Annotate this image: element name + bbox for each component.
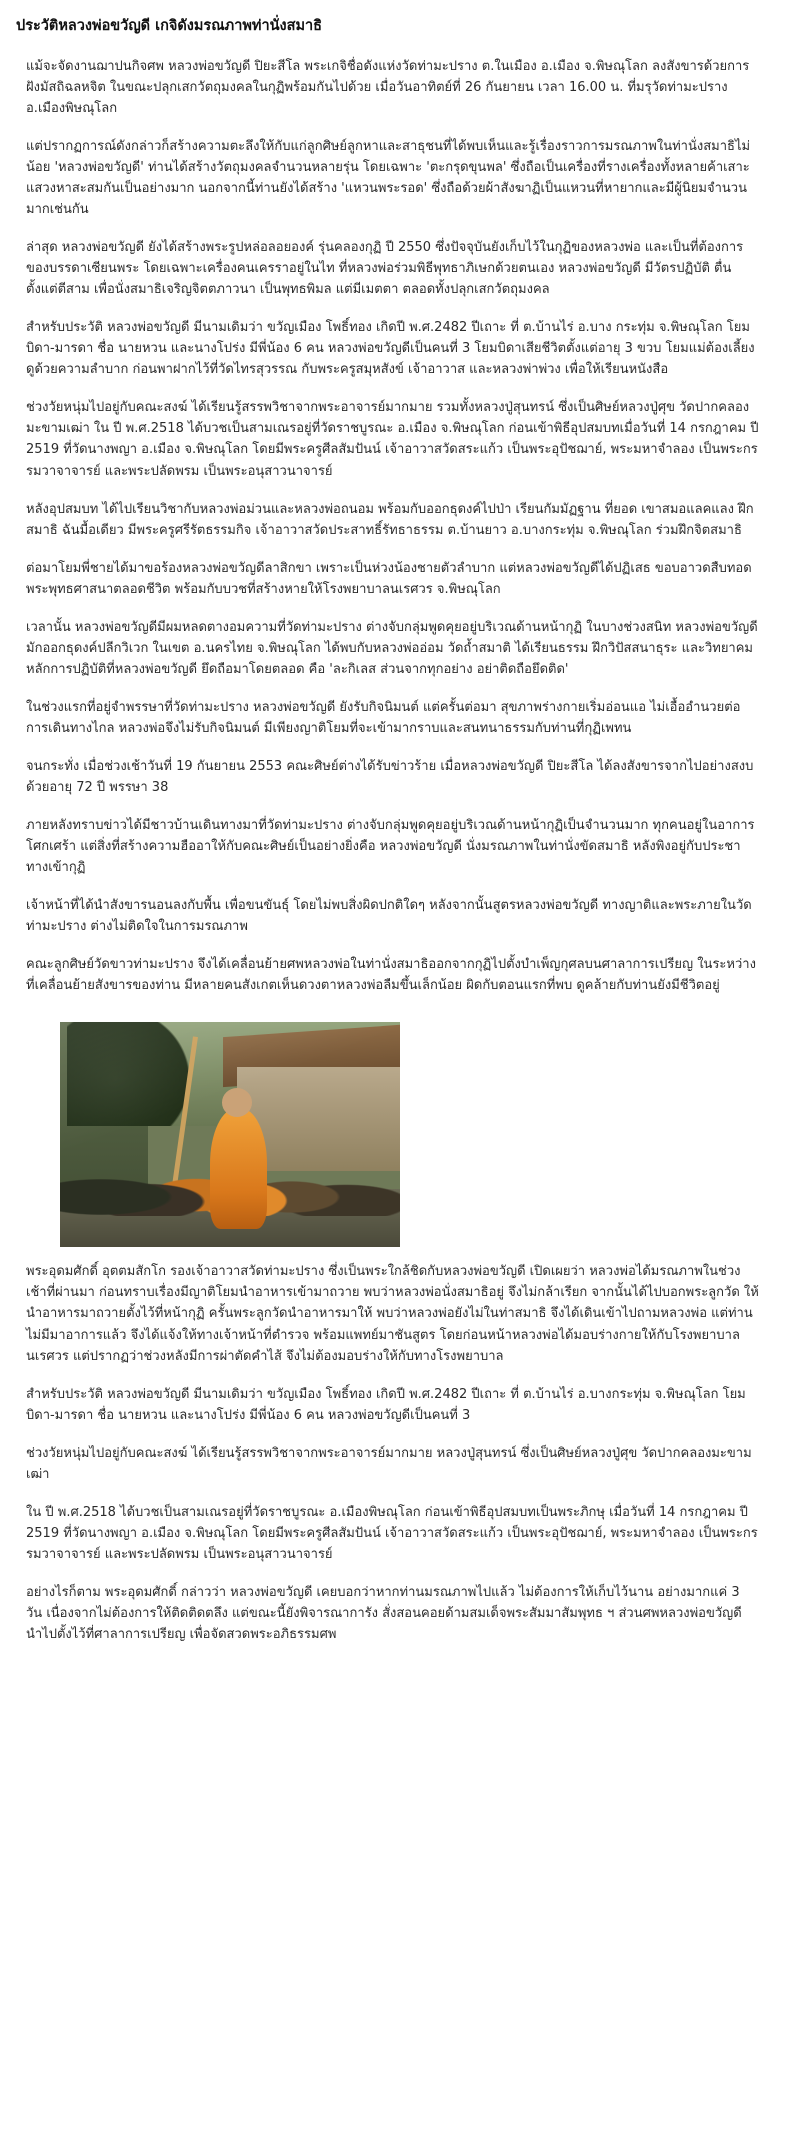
paragraph: พระอุดมศักดิ์ อุตตมสักโก รองเจ้าอาวาสวัดท่ามะปราง ซึ่งเป็นพระใกล้ชิดกับหลวงพ่อขวัญดี เปิดเผยว่า หลวงพ่อได้มรณภาพในช่วงเช้าที่ผ่านมา ก่อนทราบเรื่องมีญาติโยมนำอาหารเข้ามาถวาย พบว่าหลวงพ่อนั่งสมาธิอยู่ จึงไม่กล้าเรียก จากนั้นได้ไปบอกพระลูกวัด ให้นำอาหารมาถวายตั้งไว้ที่หน้ากุฏิ ครั้นพระลูกวัดนำอาหารมาให้ พบว่าหลวงพ่อยังไม่ในท่าสมาธิ จึงได้เดินเข้าไปถามหลวงพ่อ แต่ท่านไม่มีมาอาการแล้ว จึงได้แจ้งให้ทางเจ้าหน้าที่ตำรวจ พร้อมแพทย์มาชันสูตร โดยก่อนหน้าหลวงพ่อได้มอบร่างกายให้กับโรงพยาบาลนเรศวร แต่ปรากฏว่าช่วงหลังมีการผ่าตัดคำไส้ จึงไม่ต้องมอบร่างให้กับทางโรงพยาบาล: [26, 1264, 759, 1364]
paragraph: ช่วงวัยหนุ่มไปอยู่กับคณะสงฆ์ ได้เรียนรู้สรรพวิชาจากพระอาจารย์มากมาย หลวงปู่สุนทรน์ ซึ่งเป็นศิษย์หลวงปู่ศุข วัดปากคลองมะขามเฒ่า: [26, 1445, 752, 1482]
paragraph: ใน ปี พ.ศ.2518 ได้บวชเป็นสามเณรอยู่ที่วัดราชบูรณะ อ.เมืองพิษณุโลก ก่อนเข้าพิธีอุปสมบทเป็นพระภิกษุ เมื่อวันที่ 14 กรกฎาคม ปี 2519 ที่วัดนางพญา อ.เมือง จ.พิษณุโลก โดยมีพระครูศีลสัมปันน์ เจ้าอาวาสวัดสระแก้ว เป็นพระอุปัชฌาย์, พระมหาจำลอง เป็นพระกรรมวาจาจารย์ และพระปลัดพรม เป็นพระอนุสาวนาจารย์: [26, 1504, 758, 1562]
paragraph: สำหรับประวัติ หลวงพ่อขวัญดี มีนามเดิมว่า ขวัญเมือง โพธิ์ทอง เกิดปี พ.ศ.2482 ปีเถาะ ที่ ต.บ้านไร่ อ.บาง กระทุ่ม จ.พิษณุโลก โยมบิดา-มารดา ชื่อ นายหวน และนางโปร่ง มีพี่น้อง 6 คน หลวงพ่อขวัญดีเป็นคนที่ 3 โยมบิดาเสียชีวิตตั้งแต่อายุ 3 ขวบ โยมแม่ต้องเลี้ยงดูด้วยความลำบาก ก่อนพาฝากไว้ที่วัดไทรสุวรรณ กับพระครูสมุหสังข์ เจ้าอาวาส และหลวงพ่าพ่วง เพื่อให้เรียนหนังสือ: [26, 320, 755, 378]
paragraph: อย่างไรก็ตาม พระอุดมศักดิ์ กล่าวว่า หลวงพ่อขวัญดี เคยบอกว่าหากท่านมรณภาพไปแล้ว ไม่ต้องการให้เก็บไว้นาน อย่างมากแค่ 3 วัน เนื่องจากไม่ต้องการให้ติดติดตลึง แต่ขณะนี้ยังพิจารณาการัง สั่งสอนคอยด้ามสมเด็จพระสัมมาสัมพุทธ ฯ ส่วนศพหลวงพ่อขวัญดี นำไปตั้งไว้ที่ศาลาการเปรียญ เพื่อจัดสวดพระอภิธรรมศพ: [26, 1584, 742, 1643]
paragraph: คณะลูกศิษย์วัดขาวท่ามะปราง จึงได้เคลื่อนย้ายศพหลวงพ่อในท่านั่งสมาธิออกจากกุฏิไปตั้งบำเพ็ญกุศลบนศาลาการเปรียญ ในระหว่างที่เคลื่อนย้ายสังขารของท่าน มีหลายคนสังเกตเห็นดวงตาหลวงพ่อลืมขึ้นเล็กน้อย ผิดกับตอนแรกที่พบ ดูคล้ายกับท่านยังมีชีวิตอยู่: [26, 957, 756, 994]
page-title: ประวัติหลวงพ่อขวัญดี เกจิดังมรณภาพท่านั่งสมาธิ: [16, 18, 323, 34]
paragraph: ล่าสุด หลวงพ่อขวัญดี ยังได้สร้างพระรูปหล่อลอยองค์ รุ่นคลองกุฏิ ปี 2550 ซึ่งปัจจุบันยังเก็บไว้ในกุฏิของหลวงพ่อ และเป็นที่ต้องการของบรรดาเซียนพระ โดยเฉพาะเครื่องคนเครราอยู่ในไท ที่หลวงพ่อร่วมพิธีพุทธาภิเษกด้วยตนเอง หลวงพ่อขวัญดี มีวัตรปฏิบัติ ตื่นตั้งแต่ตีสาม เพื่อนั่งสมาธิเจริญจิตตภาวนา เป็นพุทธพิมล แต่มีเมตตา ตลอดทั้งปลุกเสกวัตถุมงคล: [26, 240, 744, 298]
paragraph: ในช่วงแรกที่อยู่จำพรรษาที่วัดท่ามะปราง หลวงพ่อขวัญดี ยังรับกิจนิมนต์ แต่ครั้นต่อมา สุขภาพร่างกายเริ่มอ่อนแอ ไม่เอื้ออำนวยต่อการเดินทางไกล หลวงพ่อจึงไม่รับกิจนิมนต์ มีเพียงญาติโยมที่จะเข้ามากราบและสนทนาธรรมกับท่านที่กุฏิเพทน: [26, 699, 741, 736]
paragraph: แม้จะจัดงานฌาปนกิจศพ หลวงพ่อขวัญดี ปิยะสีโล พระเกจิชื่อดังแห่งวัดท่ามะปราง ต.ในเมือง อ.เมือง จ.พิษณุโลก ลงสังขารด้วยการฝังมัสถิฉลหจิต ในขณะปลุกเสกวัตถุมงคลในกุฏิพร้อมกันไปด้วย เมื่อวันอาทิตย์ที่ 26 กันยายน เวลา 16.00 น. ที่มรุวัดท่ามะปราง อ.เมืองพิษณุโลก: [26, 58, 750, 116]
paragraph: ภายหลังทราบข่าวได้มีชาวบ้านเดินทางมาที่วัดท่ามะปราง ต่างจับกลุ่มพูดคุยอยู่บริเวณด้านหน้ากุฏิเป็นจำนวนมาก ทุกคนอยู่ในอาการโศกเศร้า แต่สิ่งที่สร้างความฮืออาให้กับคณะศิษย์เป็นอย่างยิ่งคือ หลวงพ่อขวัญดี นั่งมรณภาพในท่านั่งขัดสมาธิ หลังพิงอยู่กับประชาทางเข้ากุฏิ: [26, 818, 755, 876]
paragraph: แต่ปรากฏการณ์ดังกล่าวก็สร้างความตะลึงให้กับแก่ลูกศิษย์ลูกหาและสาธุชนที่ได้พบเห็นและรู้เรื่องราวการมรณภาพในท่านั่งสมาธิไม่น้อย 'หลวงพ่อขวัญดี' ท่านได้สร้างวัตถุมงคลจำนวนหลายรุ่น โดยเฉพาะ 'ตะกรุดขุนพล' ซึ่งถือเป็นเครื่องที่รางเครื่องทั้งหลายค้าเสาะแสวงหาสะสมกันเป็นอย่างมาก นอกจากนี้ท่านยังได้สร้าง 'แหวนพระรอด' ซึ่งถือด้วยผ้าสังฆาฏิเป็นแหวนที่หายากและมีผู้นิยมจำนวนมากเช่นกัน: [26, 138, 751, 218]
photo-sheen: [60, 1022, 400, 1247]
paragraph: หลังอุปสมบท ได้ไปเรียนวิชากับหลวงพ่อม่วนและหลวงพ่อถนอม พร้อมกับออกธุดงค์ไปป่า เรียนกัมมัฏฐาน ที่ยอด เขาสมอแลคแลง ฝึกสมาธิ ฉันมื้อเดียว มีพระครูศรีรัตธรรมกิจ เจ้าอาวาสวัดประสาทธิ์รัทธาธรรม ต.บ้านยาว อ.บางกระทุ่ม จ.พิษณุโลก ร่วมฝึกจิตสมาธิ: [26, 501, 754, 538]
paragraph: สำหรับประวัติ หลวงพ่อขวัญดี มีนามเดิมว่า ขวัญเมือง โพธิ์ทอง เกิดปี พ.ศ.2482 ปีเถาะ ที่ ต.บ้านไร่ อ.บางกระทุ่ม จ.พิษณุโลก โยมบิดา-มารดา ชื่อ นายหวน และนางโปร่ง มีพี่น้อง 6 คน หลวงพ่อขวัญดีเป็นคนที่ 3: [26, 1386, 746, 1423]
paragraph: เวลานั้น หลวงพ่อขวัญดีมีผมหลดตางอมความที่วัดท่ามะปราง ต่างจับกลุ่มพูดคุยอยู่บริเวณด้านหน้ากุฏิ ในบางช่วงสนิท หลวงพ่อขวัญดี มักออกธุดงค์ปลีกวิเวก ในเขต อ.นครไทย จ.พิษณุโลก ได้พบกับหลวงพ่ออ่อม วัดถ้ำสมาติ ได้เรียนธรรม ฝึกวิปัสสนาธุระ และวิทยาคม หลักการปฏิบัติที่หลวงพ่อขวัญดี ยึดถือมาโดยตลอด คือ 'ละกิเลส ส่วนจากทุกอย่าง อย่าติดถือยึดติด': [26, 619, 758, 677]
paragraph: ช่วงวัยหนุ่มไปอยู่กับคณะสงฆ์ ได้เรียนรู้สรรพวิชาจากพระอาจารย์มากมาย รวมทั้งหลวงปู่สุนทรน์ ซึ่งเป็นศิษย์หลวงปู่ศุข วัดปากคลองมะขามเฒ่า ใน ปี พ.ศ.2518 ได้บวชเป็นสามเณรอยู่ที่วัดราชบูรณะ อ.เมือง จ.พิษณุโลก ก่อนเข้าพิธีอุปสมบทเมื่อวันที่ 14 กรกฎาคม ปี 2519 ที่วัดนางพญา อ.เมือง จ.พิษณุโลก โดยมีพระครูศีลสัมปันน์ เจ้าอาวาสวัดสระแก้ว เป็นพระอุปัชฌาย์, พระมหาจำลอง เป็นพระกรรมวาจาจารย์ และพระปลัดพรม เป็นพระอนุสาวนาจารย์: [26, 400, 759, 479]
paragraph: เจ้าหน้าที่ได้นำสังขารนอนลงกับพื้น เพื่อขนขันธุ์ โดยไม่พบสิ่งผิดปกติใดๆ หลังจากนั้นสูตรหลวงพ่อขวัญดี ทางญาติและพระภายในวัดท่ามะปราง ต่างไม่ติดใจในการมรณภาพ: [26, 898, 752, 935]
paragraph: ต่อมาโยมพี่ชายได้มาขอร้องหลวงพ่อขวัญดีลาสิกขา เพราะเป็นห่วงน้องชายตัวลำบาก แต่หลวงพ่อขวัญดีได้ปฏิเสธ ขอบอาวดสืบทอดพระพุทธศาสนาตลอดชีวิต พร้อมกับบวชที่สร้างหายให้โรงพยาบาลนเรศวร จ.พิษณุโลก: [26, 560, 752, 597]
paragraph: จนกระทั่ง เมื่อช่วงเช้าวันที่ 19 กันยายน 2553 คณะศิษย์ต่างได้รับข่าวร้าย เมื่อหลวงพ่อขวัญดี ปิยะสีโล ได้ลงสังขารจากไปอย่างสงบ ด้วยอายุ 72 ปี พรรษา 38: [26, 758, 754, 796]
article-body: [12, 56, 777, 1645]
monks-carrying-seated-body-photo: [60, 1022, 400, 1247]
article-figure: [60, 1022, 759, 1247]
